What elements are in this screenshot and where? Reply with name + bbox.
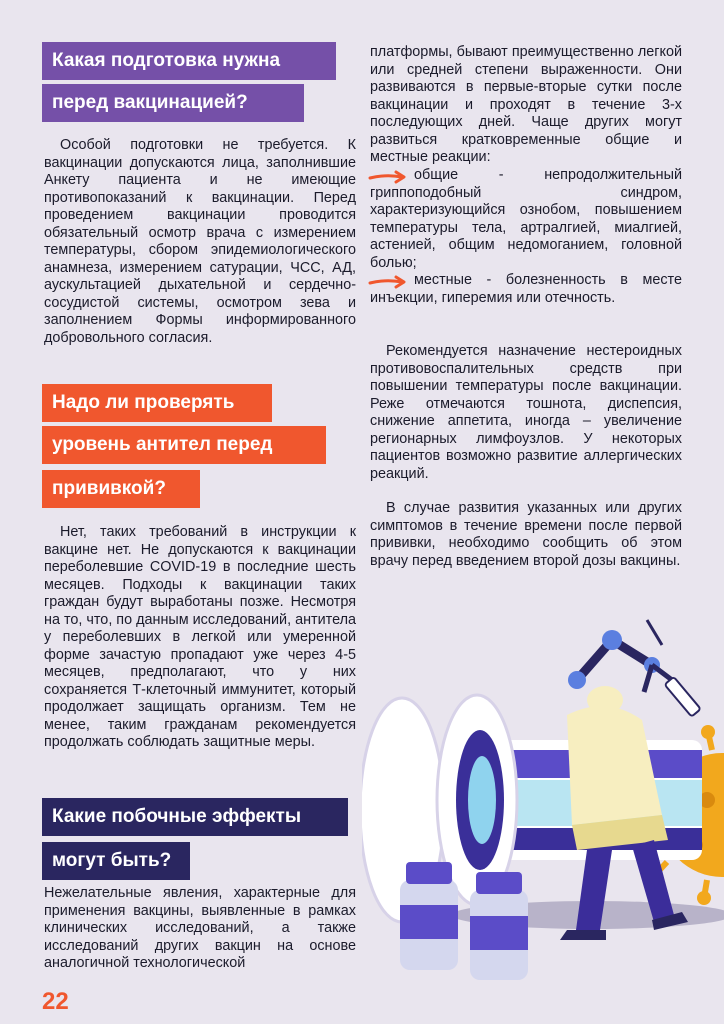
bullet-general-reactions: общие - непродолжительный гриппоподобный синдром, характеризующийся ознобом, повышением температуры тела, артралгией, миалгией, астенией, общим недомоганием, головной болью; (370, 167, 682, 271)
heading-antibodies-line1: Надо ли проверять (42, 384, 272, 422)
paragraph-second-dose: В случае развития указанных или других симптомов в течение времени после первой прививки, необходимо сообщить об этом врачу перед введением второй дозы вакцины. (370, 500, 682, 569)
paragraph-antibodies: Нет, таких требований в инструкции к вакцине нет. Не допускаются к вакцинации переболевшие COVID-19 в последние шесть месяцев. Подходы к вакцинации таких граждан будут выработаны позже. Несмотря на то, что, по данным исследований, антитела у переболевших в легкой или умеренной форме зачастую пропадают уже через 4-5 месяцев, предполагают, что у них сохраняется Т-клеточный иммунитет, который продолжает защищать организм. Тем не менее, таким гражданам рекомендуется продолжать соблюдать защитные меры. (44, 524, 356, 750)
heading-preparation-line2: перед вакцинацией? (42, 84, 304, 122)
vaccine-lab-illustration (362, 600, 724, 1020)
paragraph-preparation: Особой подготовки не требуется. К вакцинации допускаются лица, заполнившие Анкету пациента и не имеющие противопоказаний к вакцинации. Перед проведением вакцинации проводится обязательный осмотр врача с измерением температуры, сбором эпидемиологического анамнеза, измерением сатурации, ЧСС, АД, аускультацией дыхательной и сердечно-сосудистой системы, осмотром зева и заполнением Формы информированного добровольного согласия. (44, 137, 356, 346)
paragraph-reactions: платформы, бывают преимущественно легкой или средней степени выраженности. Они развиваются в первые-вторые сутки после вакцинации и проходят в течение 3-х последующих дней. Чаще других могут развиться кратковременные общие и местные реакции: (370, 44, 682, 165)
heading-preparation-line1: Какая подготовка нужна (42, 42, 336, 80)
heading-side-effects-line2: могут быть? (42, 842, 190, 880)
page-number: 22 (42, 988, 69, 1015)
paragraph-recommendation: Рекомендуется назначение нестероидных противовоспалительных средств при повышении температуры после вакцинации. Реже отмечаются тошнота, диспепсия, снижение аппетита, иногда – увеличение регионарных лимфоузлов. У некоторых пациентов возможно развитие аллергических реакций. (370, 343, 682, 482)
heading-antibodies-line2: уровень антител перед (42, 426, 326, 464)
paragraph-side-effects: Нежелательные явления, характерные для применения вакцины, выявленные в рамках клинических исследований, а также исследований других вакцин на основе аналогичной технологической (44, 885, 356, 971)
bullet-local-reactions: местные - болезненность в месте инъекции, гиперемия или отечность. (370, 272, 682, 306)
heading-antibodies-line3: прививкой? (42, 470, 200, 508)
heading-side-effects-line1: Какие побочные эффекты (42, 798, 348, 836)
